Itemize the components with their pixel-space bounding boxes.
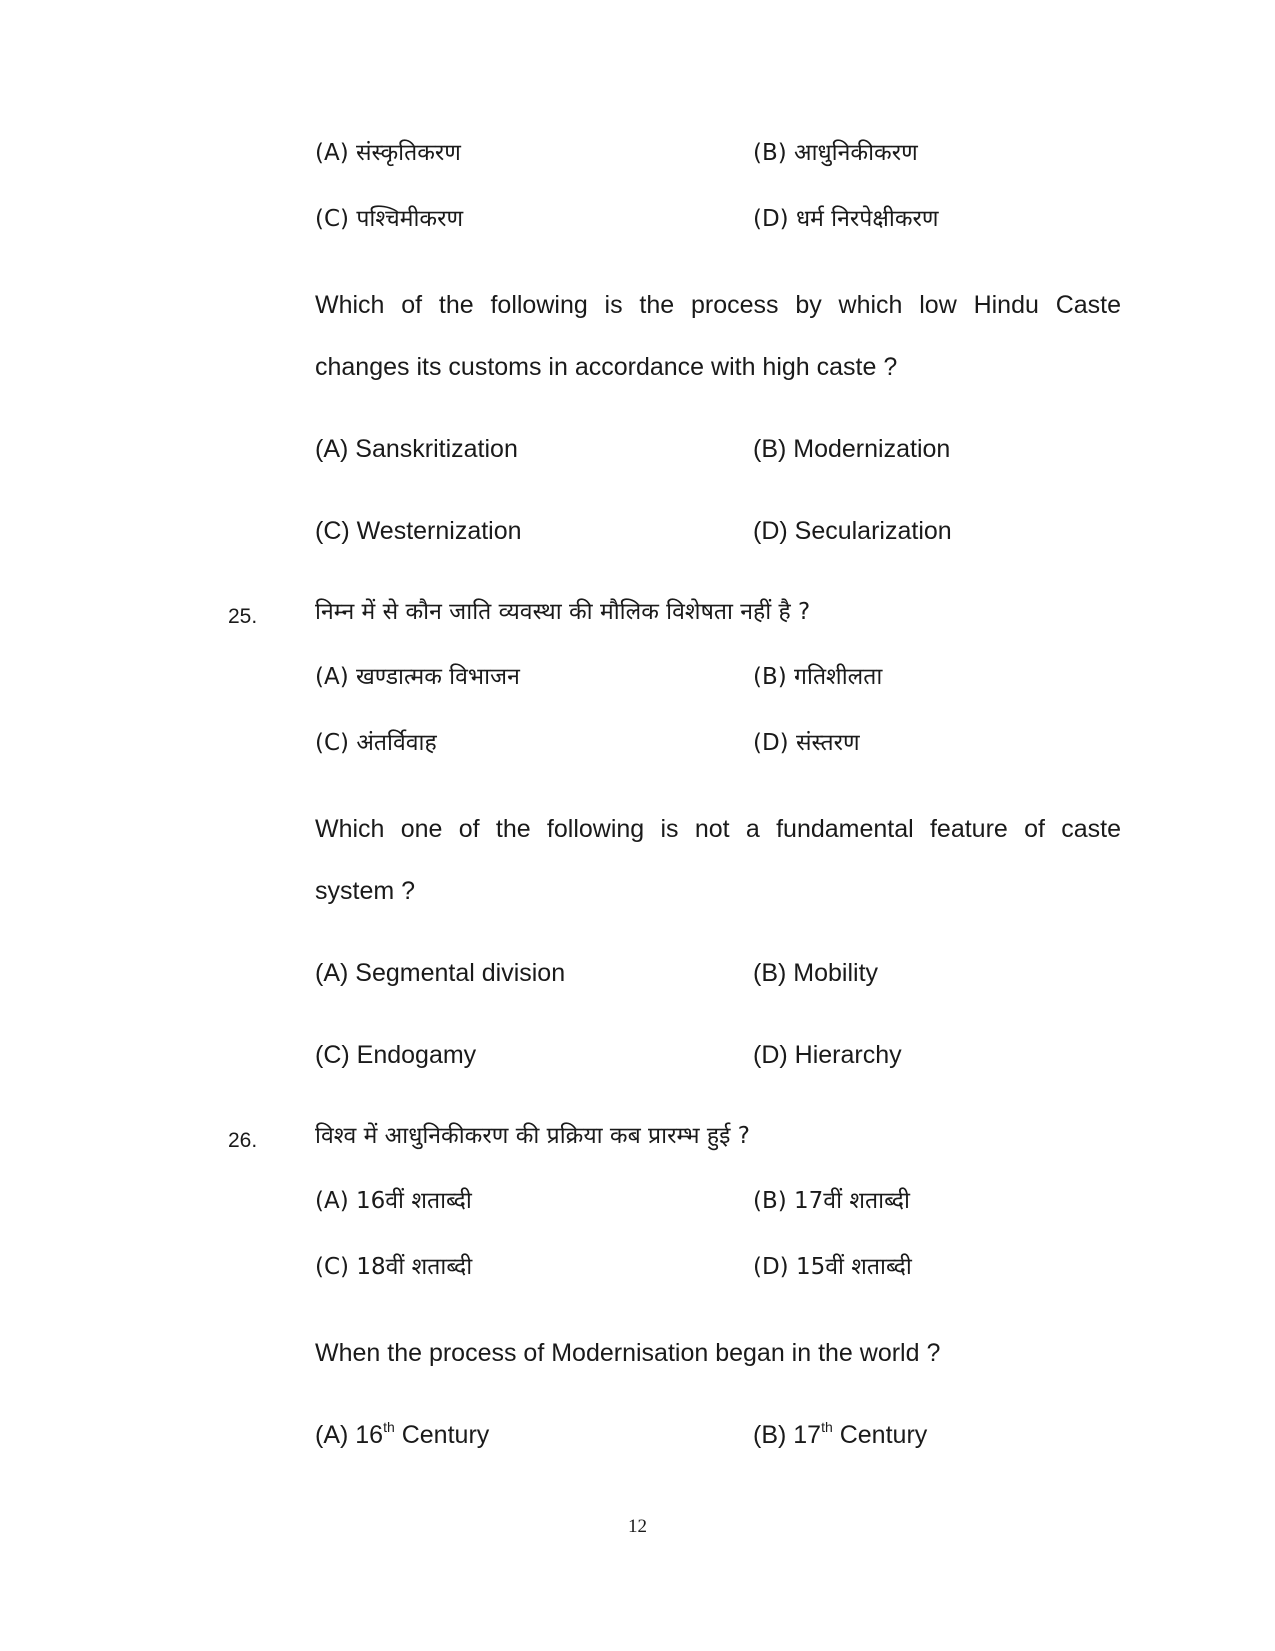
q25-en-option-b: (B) Mobility <box>753 959 879 987</box>
q25-hi-question: निम्न में से कौन जाति व्यवस्था की मौलिक विशेषता नहीं है ? <box>315 599 811 625</box>
q25-hi-option-c: (C) अंतर्विवाह <box>315 730 437 756</box>
q24-en-option-b: (B) Modernization <box>753 435 951 463</box>
q24-hi-option-b: (B) आधुनिकीकरण <box>753 140 918 166</box>
q26-en-option-a-prefix: (A) 16 <box>315 1421 384 1449</box>
q26-en-option-b-sup: th <box>821 1419 833 1435</box>
q24-en-question-line1: Which of the following is the process by which low Hindu Caste <box>315 291 1121 319</box>
q25-number: 25. <box>228 605 258 628</box>
q25-hi-option-b: (B) गतिशीलता <box>753 664 883 690</box>
q26-en-option-b <box>753 1419 928 1449</box>
q24-en-question-line2: changes its customs in accordance with high caste ? <box>315 353 898 381</box>
q24-en-option-d: (D) Secularization <box>753 517 952 545</box>
q26-en-option-a-sup: th <box>383 1419 395 1435</box>
q26-en-option-b-prefix: (B) 17 <box>753 1421 822 1449</box>
q25-hi-option-d: (D) संस्तरण <box>753 730 860 756</box>
q24-hi-option-a: (A) संस्कृतिकरण <box>315 140 461 166</box>
q26-en-option-b-suffix: Century <box>832 1421 928 1449</box>
q25-en-option-d: (D) Hierarchy <box>753 1041 902 1069</box>
q25-en-question-line1: Which one of the following is not a fundamental feature of caste <box>315 815 1121 843</box>
q26-hi-option-b: (B) 17वीं शताब्दी <box>753 1188 910 1214</box>
q25-hi-option-a: (A) खण्डात्मक विभाजन <box>315 664 520 690</box>
q26-hi-question: विश्व में आधुनिकीकरण की प्रक्रिया कब प्रारम्भ हुई ? <box>315 1123 750 1149</box>
q26-en-option-a <box>315 1419 490 1449</box>
q26-hi-option-a: (A) 16वीं शताब्दी <box>315 1188 472 1214</box>
q25-en-option-a: (A) Segmental division <box>315 959 566 987</box>
q24-en-option-a: (A) Sanskritization <box>315 435 518 463</box>
q25-en-option-c: (C) Endogamy <box>315 1041 477 1069</box>
q26-en-option-a-suffix: Century <box>394 1421 490 1449</box>
q26-en-question: When the process of Modernisation began in the world ? <box>315 1339 941 1367</box>
q26-hi-option-d: (D) 15वीं शताब्दी <box>753 1254 912 1280</box>
q26-hi-option-c: (C) 18वीं शताब्दी <box>315 1254 473 1280</box>
q24-hi-option-c: (C) पश्चिमीकरण <box>315 206 464 232</box>
q24-hi-option-d: (D) धर्म निरपेक्षीकरण <box>753 206 939 232</box>
q26-number: 26. <box>228 1129 258 1152</box>
page-number: 12 <box>628 1516 647 1537</box>
q24-en-option-c: (C) Westernization <box>315 517 522 545</box>
q25-en-question-line2: system ? <box>315 877 416 905</box>
